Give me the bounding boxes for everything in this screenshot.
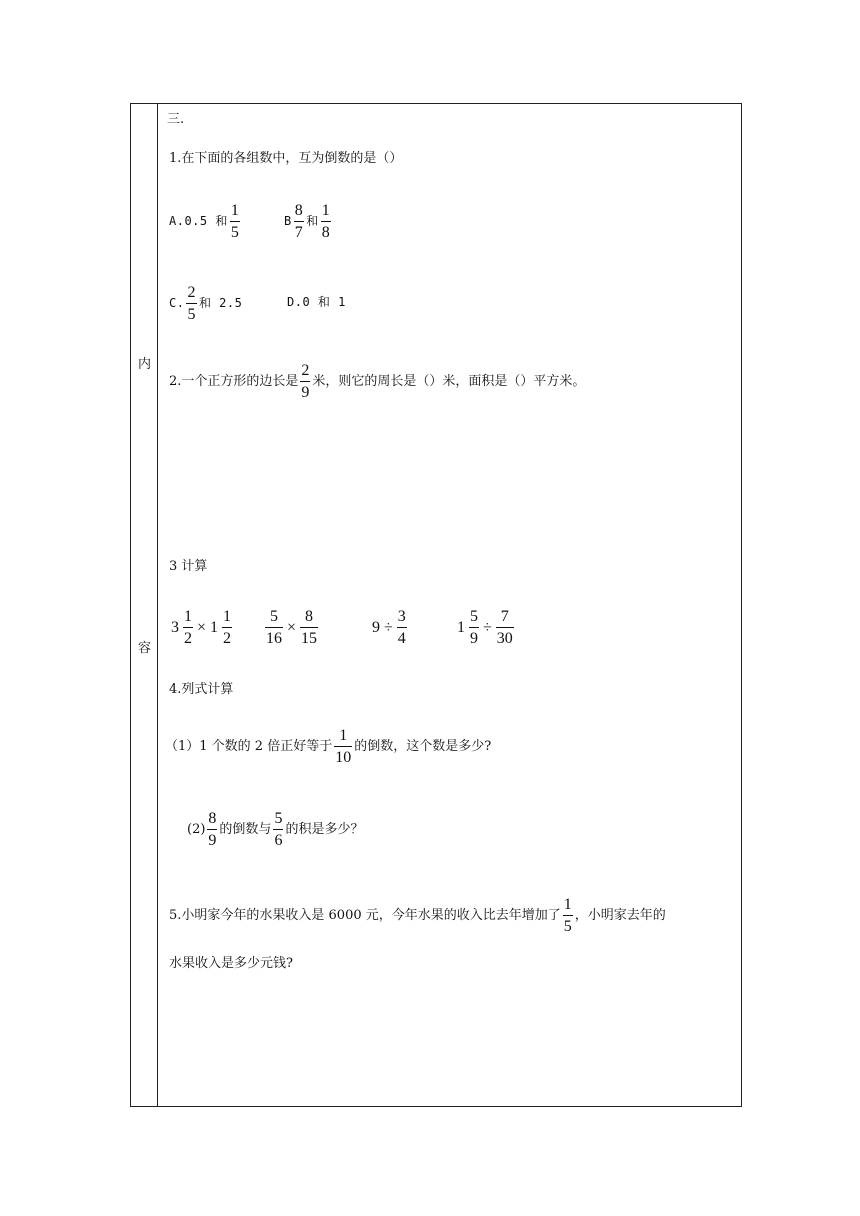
- q3-expr-1: [169, 608, 234, 647]
- section-title: 三.: [167, 112, 185, 127]
- q1-a-den: 5: [230, 224, 240, 241]
- q1-c-fraction: [186, 284, 197, 323]
- side-label-bottom: 容: [137, 641, 151, 656]
- q3-e2-frac2: [300, 608, 318, 647]
- q3-e4-whole: 1: [457, 618, 465, 636]
- q1-option-c: [169, 284, 242, 323]
- q5-line-2: 水果收入是多少元钱?: [169, 956, 293, 971]
- q4-p1-post: 的倒数，这个数是多少?: [354, 739, 492, 754]
- q1-b-den1: 7: [294, 224, 304, 241]
- q1-b-fraction-2: [321, 202, 332, 241]
- q2-fraction: [300, 362, 310, 401]
- q3-e4-op: ÷: [483, 618, 492, 636]
- q4-part-1: [165, 727, 491, 766]
- q3-e3-n: 3: [397, 608, 407, 628]
- q3-e1-d1: 2: [184, 630, 192, 647]
- q3-expr-4: [455, 608, 516, 647]
- q4-p2-fraction-1: [207, 810, 217, 849]
- q1-b-num1: 8: [294, 202, 305, 222]
- q1-c-num: 2: [186, 284, 197, 304]
- q1-b-den2: 8: [321, 224, 331, 241]
- q3-e1-d2: 2: [223, 630, 232, 647]
- q1-c-label: C.: [169, 296, 185, 310]
- q3-e4-n1: 5: [469, 608, 479, 628]
- q4-p2-mid: 的倒数与: [219, 822, 272, 837]
- q1-a-num: 1: [230, 202, 241, 222]
- side-label-column: [131, 104, 158, 1106]
- q3-e1-frac1: [183, 608, 193, 647]
- q4-title: 4.列式计算: [169, 682, 234, 697]
- q4-p1-fraction: [334, 727, 352, 766]
- side-label-top: 内: [137, 357, 151, 372]
- q3-e3-whole: 9: [372, 618, 380, 636]
- q4-p1-num: 1: [334, 727, 352, 747]
- q4-p2-den2: 6: [274, 832, 283, 849]
- q5-pre: 5.小明家今年的水果收入是 6000 元，今年水果的收入比去年增加了: [169, 908, 561, 923]
- q3-e4-frac2: [496, 608, 514, 647]
- q4-p2-den1: 9: [208, 832, 217, 849]
- q4-p2-num1: 8: [207, 810, 217, 830]
- q3-e2-op: ×: [287, 618, 297, 636]
- q3-e4-d2: 30: [496, 630, 513, 647]
- q1-stem: 1.在下面的各组数中，互为倒数的是（）: [169, 151, 403, 166]
- q3-e4-n2: 7: [496, 608, 514, 628]
- q5-fraction: [563, 896, 573, 935]
- worksheet-table: [130, 103, 742, 1107]
- q1-a-fraction: [230, 202, 241, 241]
- q2: [169, 362, 585, 401]
- q5-post: ，小明家去年的: [574, 908, 666, 923]
- q1-option-d: D.0 和 1: [287, 295, 346, 309]
- q3-e3-op: ÷: [384, 618, 393, 636]
- q1-a-label: A.0.5 和: [169, 214, 228, 228]
- q1-c-den: 5: [187, 306, 196, 323]
- q2-post: 米，则它的周长是（）米，面积是（）平方米。: [312, 374, 586, 389]
- q4-p2-fraction-2: [273, 810, 283, 849]
- q2-den: 9: [301, 384, 310, 401]
- q3-e2-n2: 8: [300, 608, 318, 628]
- q3-e2-frac1: [265, 608, 283, 647]
- q1-b-and: 和: [306, 214, 319, 228]
- q4-part-2: [187, 810, 363, 849]
- q3-e3-frac: [397, 608, 407, 647]
- q3-e3-d: 4: [397, 630, 406, 647]
- q4-p1-den: 10: [335, 749, 352, 766]
- q3-title: 3 计算: [169, 559, 208, 574]
- q3-e4-frac1: [469, 608, 479, 647]
- q1-option-b: [284, 202, 333, 241]
- q4-p1-pre: （1）1 个数的 2 倍正好等于: [165, 739, 333, 754]
- q3-e1-n1: 1: [183, 608, 193, 628]
- q4-p2-num2: 5: [273, 810, 283, 830]
- q1-option-a: [169, 202, 242, 241]
- q3-e1-frac2: [222, 608, 232, 647]
- content-cell: [159, 104, 741, 1106]
- q5-line-1: [169, 896, 666, 935]
- q5-num: 1: [563, 896, 573, 916]
- q1-b-fraction-1: [294, 202, 305, 241]
- q3-e1-whole2: 1: [210, 618, 219, 636]
- q2-pre: 2.一个正方形的边长是: [169, 374, 299, 389]
- q3-e1-n2: 1: [222, 608, 232, 628]
- q1-b-label: B: [284, 214, 292, 228]
- q4-p2-pre: (2): [187, 822, 206, 837]
- q4-p2-post: 的积是多少？: [285, 822, 364, 837]
- q1-c-rest: 和 2.5: [198, 296, 243, 310]
- q3-expr-3: [370, 608, 409, 647]
- q3-e2-d2: 15: [301, 630, 318, 647]
- q3-expr-2: [263, 608, 320, 647]
- q3-e1-whole1: 3: [171, 618, 179, 636]
- q3-e4-d1: 9: [470, 630, 478, 647]
- q3-e2-d1: 16: [266, 630, 282, 647]
- q3-e2-n1: 5: [265, 608, 283, 628]
- q3-e1-op: ×: [197, 618, 207, 636]
- q2-num: 2: [300, 362, 310, 382]
- q1-b-num2: 1: [321, 202, 332, 222]
- q5-den: 5: [563, 918, 572, 935]
